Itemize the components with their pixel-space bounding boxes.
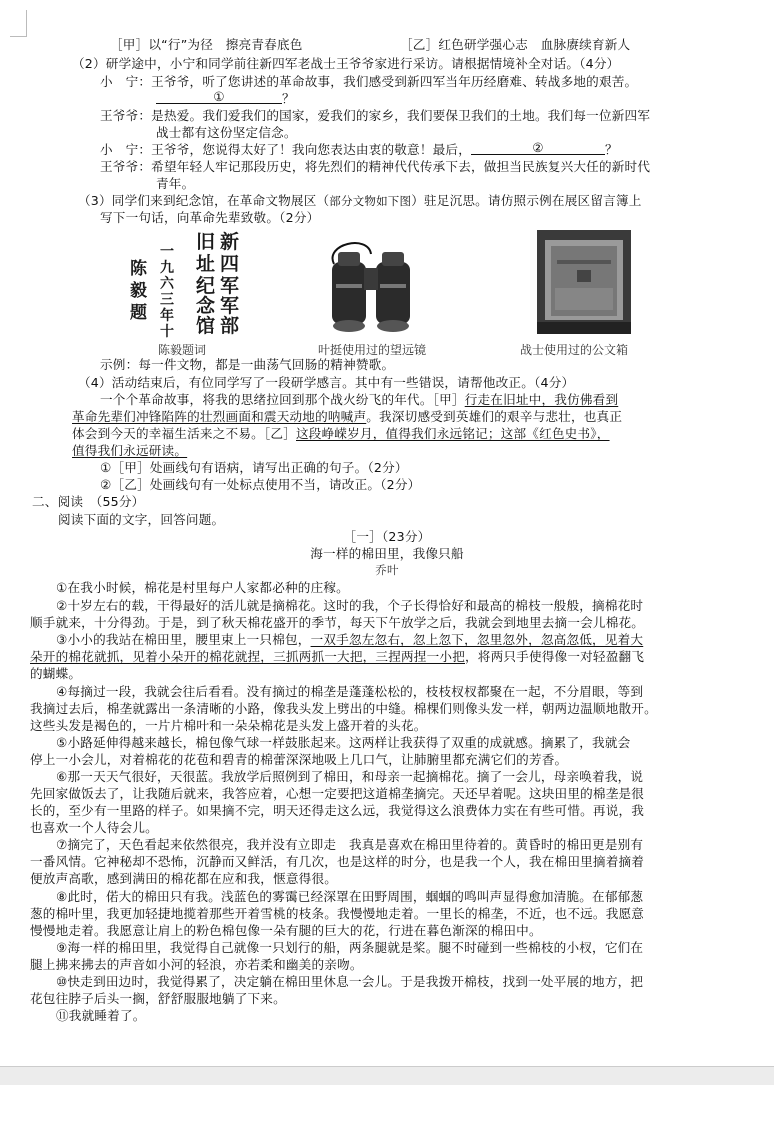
q3-intro-2: 写下一句话，向革命先辈致敬。（2分） [100,210,320,225]
q4-passage-line: 一个个革命故事，将我的思绪拉回到那个战火纷飞的年代。［甲］行走在旧址中，我仿佛看到 [100,392,619,407]
answer-blank-2[interactable]: ② [471,141,605,155]
svg-text:念: 念 [196,295,216,317]
section-title: ［一］（23分） [343,529,431,544]
reading-instruction: 阅读下面的文字，回答问题。 [58,512,225,527]
paragraph-5: ⑤小路延伸得越来越长，棉包像气球一样鼓胀起来。这两样让我获得了双重的成就感。摘累了，我就会 [56,735,631,750]
paragraph-7-cont: 便放声高歌，感到满田的棉花都在应和我，惬意得很。 [30,871,338,886]
next-page [0,1085,774,1132]
calligraphy-col: 新 [220,231,240,253]
q2-blank1-line: ① ？ [156,90,295,107]
svg-text:军: 军 [220,295,240,317]
paragraph-3-cont: 的蝴蝶。 [30,666,82,681]
paragraph-8: ⑧此时，偌大的棉田只有我。浅蓝色的雾霭已经深罩在田野周围，蝈蝈的鸣叫声显得愈加清脆。在郁郁葱 [56,889,644,904]
page-corner-mark [10,10,27,37]
paragraph-11: ⑪我就睡着了。 [56,1008,146,1023]
paragraph-4-cont: 这些头发是褐色的，一片片棉叶和一朵朵棉花是头发上盛开着的头花。 [30,718,427,733]
paragraph-6: ⑥那一天天气很好，天很蓝。我放学后照例到了棉田，和母亲一起摘棉花。摘了一会儿，母亲唤着我，说 [56,769,644,784]
svg-text:一: 一 [160,244,174,260]
caption-briefcase: 战士使用过的公文箱 [520,343,629,357]
caption-calligraphy: 陈毅题词 [158,343,207,357]
paragraph-10-cont: 花包往脖子后头一搁，舒舒服服地躺了下来。 [30,991,286,1006]
svg-text:毅: 毅 [130,281,147,301]
q2-blank2-line: 小 宁：王爷爷，您说得太好了！我向您表达由衷的敬意！最后， ② ？ [100,140,618,157]
paragraph-3-cont: 朵开的棉花就抓，见着小朵开的棉花就捏，三抓两抓一大把，三捏两捏一小把，将两只手使得像一对轻盈翻飞 [30,649,645,664]
paragraph-9: ⑨海一样的棉田里，我觉得自己就像一只划行的船，两条腿就是桨。腿不时碰到一些棉枝的小杈，它们在 [56,940,644,955]
svg-text:军: 军 [220,275,240,297]
svg-text:九: 九 [160,260,174,276]
svg-text:址: 址 [196,253,216,275]
article-title: 海一样的棉田里，我像只船 [310,546,464,561]
svg-text:陈: 陈 [130,259,147,279]
q2-dialog-line: 小 宁：王爷爷，听了您讲述的革命故事，我们感受到新四军当年历经磨难、转战多地的艰苦。 [100,74,638,89]
svg-text:题: 题 [130,303,147,323]
paragraph-4: ④每摘过一段，我就会往后看看。没有摘过的棉垄是蓬蓬松松的，枝枝杈杈都聚在一起，不分眉眼，等到 [56,684,644,699]
paragraph-6-cont: 长的，至少有一里路的样子。如果摘不完，明天还得走这么远，我觉得这么浪费体力实在有些可惜。再说，我 [30,803,645,818]
reading-heading: 二、阅读 （55分） [32,494,145,509]
svg-text:旧: 旧 [196,231,216,253]
svg-text:馆: 馆 [196,315,216,337]
svg-text:三: 三 [160,292,174,308]
q2-dialog-line: 战士都有这份坚定信念。 [156,125,297,140]
q2-dialog-line: 青年。 [156,176,195,191]
paragraph-8-cont: 葱的棉叶里，我更加轻捷地揽着那些开着雪桃的枝条。我慢慢地走着。一里长的棉垄，不近，也不远。我愿意 [30,906,645,921]
page-gap [0,1066,774,1086]
paragraph-1: ①在我小时候，棉花是村里每户人家都必种的庄稼。 [56,580,349,595]
answer-blank-1[interactable]: ① [156,90,282,104]
q2-dialog-line: 王爷爷：是热爱。我们爱我们的国家，爱我们的家乡，我们要保卫我们的土地。我们每一位新四军 [100,108,651,123]
svg-text:部: 部 [220,315,240,337]
q2-intro: （2）研学途中，小宁和同学前往新四军老战士王爷爷家进行采访。请根据情境补全对话。（4分） [72,56,620,71]
paragraph-2: ②十岁左右的载，干得最好的活儿就是摘棉花。这时的我，个子长得恰好和最高的棉枝一般般，摘棉花时 [56,598,644,613]
paragraph-8-cont: 慢慢地走着。我愿意让肩上的粉色棉包像一朵有腿的巨大的花，行进在暮色渐深的棉田中。 [30,923,542,938]
q4-passage-line: 革命先辈们冲锋陷阵的壮烈画面和震天动地的呐喊声。我深切感受到英雄们的艰辛与悲壮，也真正 [72,409,623,424]
paragraph-6-cont: 先回家做饭去了，让我随后就来，我答应着，心想一定要把这道棉垄摘完。天还早着呢。这块田里的棉垄是很 [30,786,645,801]
svg-text:四: 四 [220,253,240,275]
paragraph-7-cont: 一番风情。它神秘却不恐怖，沉静而又鲜活，有几次，也是这样的时分，也是我一个人，我在棉田里摘着摘着 [30,854,645,869]
caption-binoculars: 叶挺使用过的望远镜 [318,343,427,357]
calligraphy-image [120,226,240,338]
q4-sub1: ①［甲］处画线句有语病，请写出正确的句子。（2分） [100,460,408,475]
paragraph-3: ③小小的我站在棉田里，腰里束上一只棉包，一双手忽左忽右，忽上忽下，忽里忽外，忽高忽低，见着大 [56,632,644,647]
q3-intro: （3）同学们来到纪念馆，在革命文物展区（部分文物如下图）驻足沉思。请仿照示例在展区留言簿上 [78,193,642,208]
paragraph-2-cont: 顺手就来，十分得劲。于是，到了秋天棉花盛开的季节，每天下午放学之后，我就会到地里去摘一会儿棉花。 [30,615,645,630]
paragraph-9-cont: 腿上拂来拂去的声音如小河的轻浪，亦若柔和幽美的亲吻。 [30,957,363,972]
paragraph-5-cont: 停上一小会儿，对着棉花的花苞和碧青的棉蕾深深地吸上几口气，让肺腑里都充满它们的芳香。 [30,752,568,767]
option-jia: ［甲］以“行”为径 擦亮青春底色 [110,37,303,52]
option-yi: ［乙］红色研学强心志 血脉赓续育新人 [400,37,631,52]
q4-passage-line: 体会到今天的幸福生活来之不易。［乙］这段峥嵘岁月，值得我们永远铭记；这部《红色史书》， [72,426,610,441]
q4-sub2: ②［乙］处画线句有一处标点使用不当，请改正。（2分） [100,477,421,492]
paragraph-6-cont: 也喜欢一个人待会儿。 [30,820,158,835]
svg-text:六: 六 [160,276,174,292]
q4-intro: （4）活动结束后，有位同学写了一段研学感言。其中有一些错误，请帮他改正。（4分） [78,375,575,390]
svg-text:十: 十 [160,324,174,338]
paragraph-4-cont: 我摘过去后，棉垄就露出一条清晰的小路，像我头发上劈出的中缝。棉棵们则像头发一样，朝两边温顺地散开。 [30,701,657,716]
paragraph-7: ⑦摘完了，天色看起来依然很亮，我并没有立即走 我真是喜欢在棉田里待着的。黄昏时的棉田更是别有 [56,837,644,852]
svg-text:年: 年 [160,308,174,324]
article-author: 乔叶 [375,563,399,577]
paragraph-10: ⑩快走到田边时，我觉得累了，决定躺在棉田里休息一会儿。于是我拨开棉枝，找到一处平展的地方，把 [56,974,644,989]
svg-text:纪: 纪 [196,275,216,297]
q3-example: 示例：每一件文物，都是一曲荡气回肠的精神赞歌。 [100,357,395,372]
q4-passage-line: 值得我们永远研读。 [72,443,188,458]
binoculars-image [328,234,414,340]
briefcase-image [537,230,631,334]
q2-dialog-line: 王爷爷：希望年轻人牢记那段历史，将先烈们的精神代代传承下去，做担当民族复兴大任的新时代 [100,159,651,174]
